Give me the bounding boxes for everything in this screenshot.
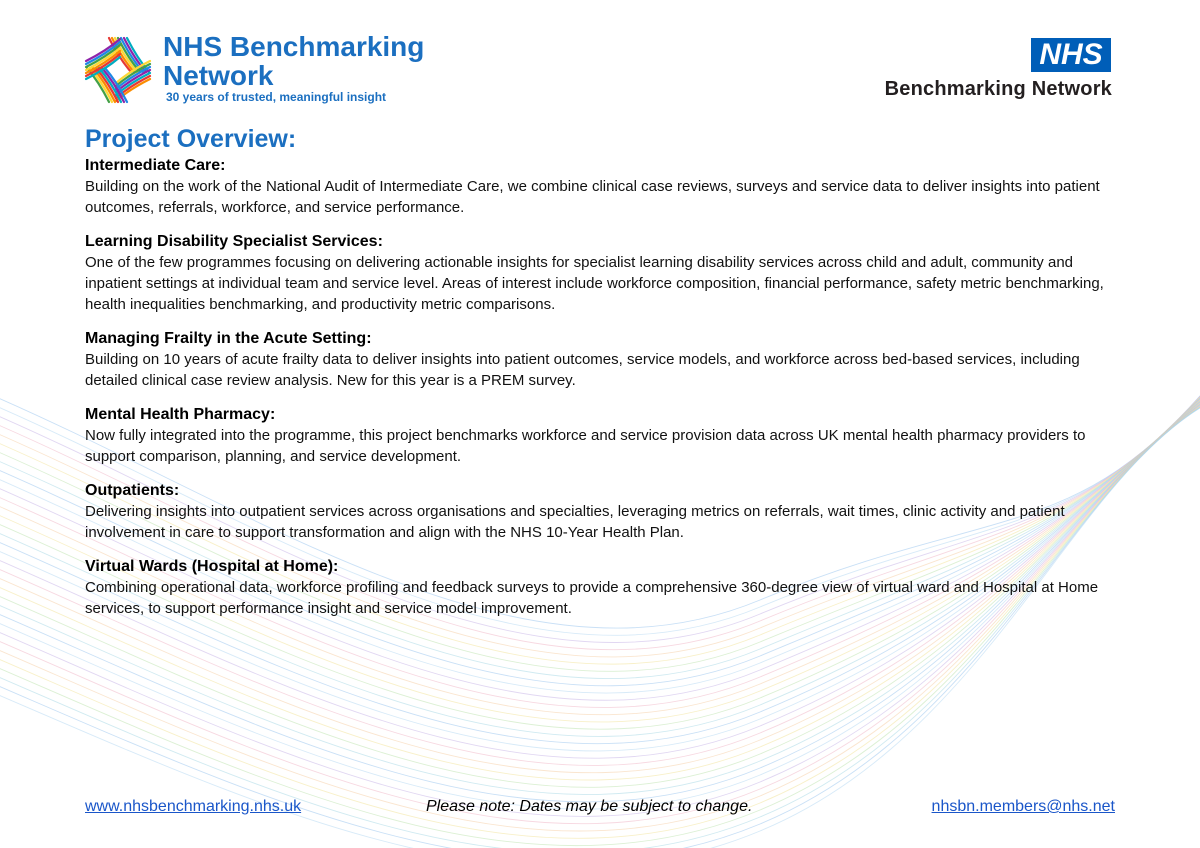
section-learning-disability bbox=[85, 232, 1120, 315]
section-heading: Intermediate Care: bbox=[85, 157, 226, 174]
brand-tagline: 30 years of trusted, meaningful insight bbox=[166, 90, 387, 104]
section-body: Delivering insights into outpatient services across organisations and specialties, leveraging metrics on referrals, wait times, clinic activity and patient involvement in care to support transformation and align with the NHS 10-Year Health Plan. bbox=[85, 503, 1065, 541]
brand-title-line2: Network bbox=[163, 60, 274, 91]
dates-note: Please note: Dates may be subject to change. bbox=[426, 798, 753, 815]
section-managing-frailty bbox=[85, 329, 1120, 391]
brand-title bbox=[163, 32, 424, 90]
email-link[interactable]: nhsbn.members@nhs.net bbox=[931, 798, 1115, 815]
nhs-logo: NHS bbox=[1031, 38, 1111, 72]
section-outpatients bbox=[85, 481, 1120, 543]
brand-title-line1: NHS Benchmarking bbox=[163, 31, 425, 62]
section-body: Combining operational data, workforce profiling and feedback surveys to provide a comprehensive 360-degree view of virtual ward and Hospital at Home services, to support performance insight and service model improvement. bbox=[85, 579, 1099, 617]
section-heading: Virtual Wards (Hospital at Home): bbox=[85, 558, 339, 575]
section-mental-health-pharmacy bbox=[85, 405, 1120, 467]
section-body: Building on 10 years of acute frailty data to deliver insights into patient outcomes, service models, and workforce across bed-based services, including detailed clinical case review analysis. New for this year is a PREM survey. bbox=[85, 351, 1080, 389]
page-title: Project Overview: bbox=[85, 125, 297, 153]
section-intermediate-care bbox=[85, 156, 1120, 218]
section-heading: Learning Disability Specialist Services: bbox=[85, 233, 383, 250]
section-body: One of the few programmes focusing on delivering actionable insights for specialist learning disability services across child and adult, community and inpatient settings at individual team and service level. Areas of interest include workforce composition, financial performance, safety metric benchmarking, health inequalities benchmarking, and productivity metric comparisons. bbox=[85, 254, 1104, 313]
project-sections bbox=[85, 156, 1120, 633]
section-body: Now fully integrated into the programme, this project benchmarks workforce and service provision data across UK mental health pharmacy providers to support comparison, planning, and service development. bbox=[85, 427, 1086, 465]
section-heading: Managing Frailty in the Acute Setting: bbox=[85, 330, 372, 347]
nhs-logo-subtitle: Benchmarking Network bbox=[884, 78, 1112, 100]
website-link[interactable]: www.nhsbenchmarking.nhs.uk bbox=[85, 798, 302, 815]
section-body: Building on the work of the National Audit of Intermediate Care, we combine clinical case reviews, surveys and service data to deliver insights into patient outcomes, referrals, workforce, and service performance. bbox=[85, 178, 1100, 216]
section-virtual-wards bbox=[85, 557, 1120, 619]
network-logo-icon bbox=[84, 36, 152, 104]
section-heading: Outpatients: bbox=[85, 482, 180, 499]
section-heading: Mental Health Pharmacy: bbox=[85, 406, 276, 423]
